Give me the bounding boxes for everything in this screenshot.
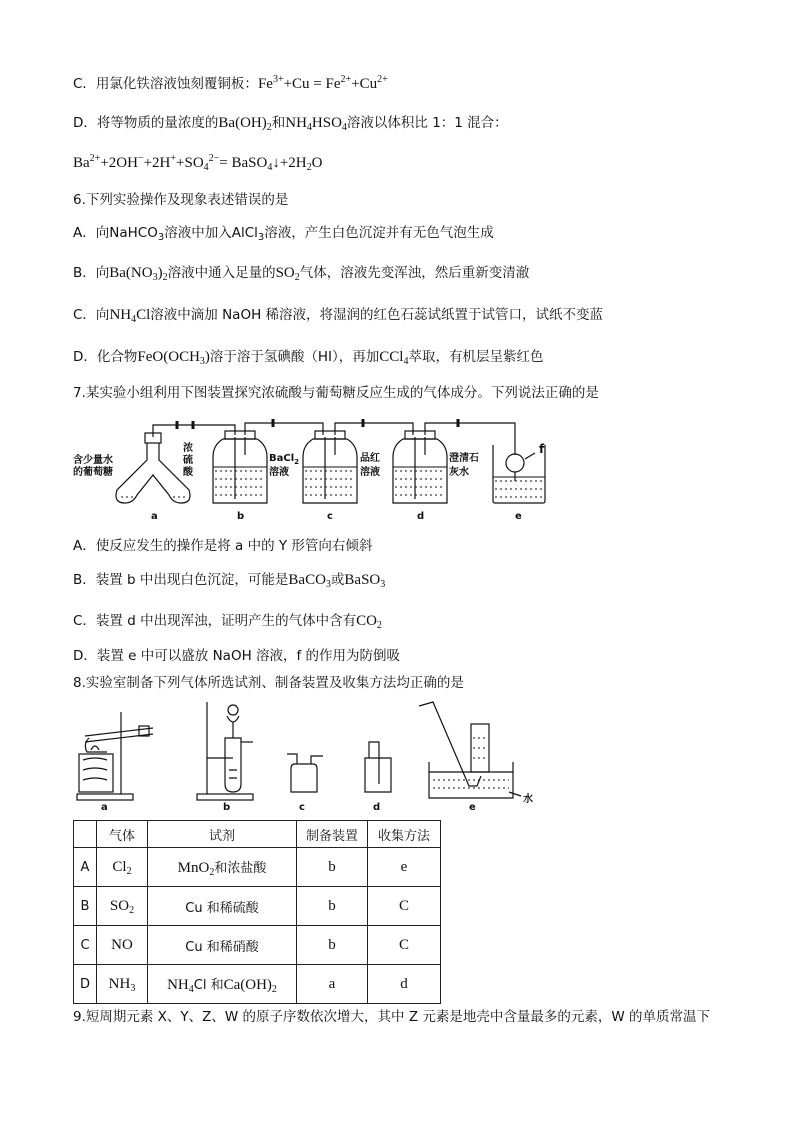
svg-text:a: a	[151, 511, 158, 522]
q5-c-equation: $Fe^{3+}+Cu = Fe^{2+}+Cu^{2+}$	[257, 74, 388, 92]
q5-option-d: D．将等物质的量浓度的$Ba(OH)_2$和$NH_4HSO_4$溶液以体积比 1：1 混合：	[73, 115, 508, 133]
q8-apparatus-figure	[73, 698, 553, 814]
q8-table	[73, 820, 441, 1004]
table-header-row: 气体 试剂 制备装置 收集方法	[74, 821, 441, 848]
svg-text:c: c	[327, 511, 333, 522]
table-row: C NO Cu 和稀硝酸 b C	[74, 926, 441, 965]
q8-stem: 8.实验室制备下列气体所选试剂、制备装置及收集方法均正确的是	[73, 675, 464, 691]
q6-option-b: B．向$Ba(NO_3)_2$溶液中通入足量的$SO_2$气体，溶液先变浑浊，然后重新变清澈	[73, 265, 530, 283]
svg-text:灰水: 灰水	[449, 467, 469, 478]
table-row: A $Cl_2$ MnO$_2$和浓盐酸 b e	[74, 848, 441, 887]
q5-d-equation: $Ba^{2+}+2OH^-+2H^++SO_4^{2-}=$ $BaSO_4↓+2H_2O$	[73, 153, 323, 173]
svg-text:d: d	[373, 802, 381, 813]
svg-text:a: a	[101, 802, 108, 813]
svg-text:b: b	[237, 511, 245, 522]
q7-apparatus-figure	[73, 415, 553, 525]
label-glucose-1: 含少量水	[73, 455, 113, 466]
svg-text:溶液: 溶液	[360, 467, 380, 478]
q7-stem: 7.某实验小组利用下图装置探究浓硫酸与葡萄糖反应生成的气体成分。下列说法正确的是	[73, 385, 599, 401]
svg-text:d: d	[417, 511, 425, 522]
svg-text:溶液: 溶液	[269, 467, 289, 478]
q6-option-c: C．向$NH_4Cl$溶液中滴加 NaOH 稀溶液，将湿润的红色石蕊试纸置于试管口，试纸不变蓝	[73, 307, 604, 325]
q9-stem: 9.短周期元素 X、Y、Z、W 的原子序数依次增大，其中 Z 元素是地壳中含量最多的元素，W 的单质常温下	[73, 1009, 711, 1025]
label-glucose-2: 的葡萄糖	[73, 467, 113, 478]
table-row: D $NH_3$ $NH_4Cl$ 和$Ca(OH)_2$ a d	[74, 965, 441, 1004]
svg-text:硫: 硫	[183, 455, 193, 466]
q5-option-c: C．用氯化铁溶液蚀刻覆铜板：$Fe^{3+}+Cu = Fe^{2+}+Cu^{2+}$	[73, 74, 388, 92]
svg-text:e: e	[515, 511, 522, 522]
svg-text:b: b	[223, 802, 231, 813]
svg-text:酸: 酸	[183, 467, 193, 478]
svg-text:c: c	[299, 802, 305, 813]
q7-option-a: A．使反应发生的操作是将 a 中的 Y 形管向右倾斜	[73, 538, 373, 554]
q6-option-d: D．化合物$FeO(OCH_3)$溶于溶于氢碘酸（HI），再加CCl$_4$萃取，有机层呈紫红色	[73, 349, 544, 367]
table-row: B $SO_2$ Cu 和稀硫酸 b C	[74, 887, 441, 926]
q7-option-b: B．装置 b 中出现白色沉淀，可能是BaCO$_3$或BaSO$_3$	[73, 572, 386, 590]
q6-option-a: A．向NaHCO$_3$溶液中加入AlCl$_3$溶液，产生白色沉淀并有无色气泡生成	[73, 225, 494, 243]
q7-option-d: D．装置 e 中可以盛放 NaOH 溶液，f 的作用为防倒吸	[73, 648, 401, 664]
svg-text:品红: 品红	[360, 453, 380, 464]
q7-option-c: C．装置 d 中出现浑浊，证明产生的气体中含有$CO_2$	[73, 613, 382, 631]
svg-text:e: e	[469, 802, 476, 813]
label-bacl2: BaCl$_2$	[269, 453, 300, 466]
svg-text:浓: 浓	[183, 443, 193, 454]
svg-text:澄清石: 澄清石	[449, 453, 479, 464]
q6-stem: 6.下列实验操作及现象表述错误的是	[73, 192, 289, 208]
svg-text:f: f	[539, 442, 545, 456]
svg-text:水: 水	[523, 794, 533, 805]
